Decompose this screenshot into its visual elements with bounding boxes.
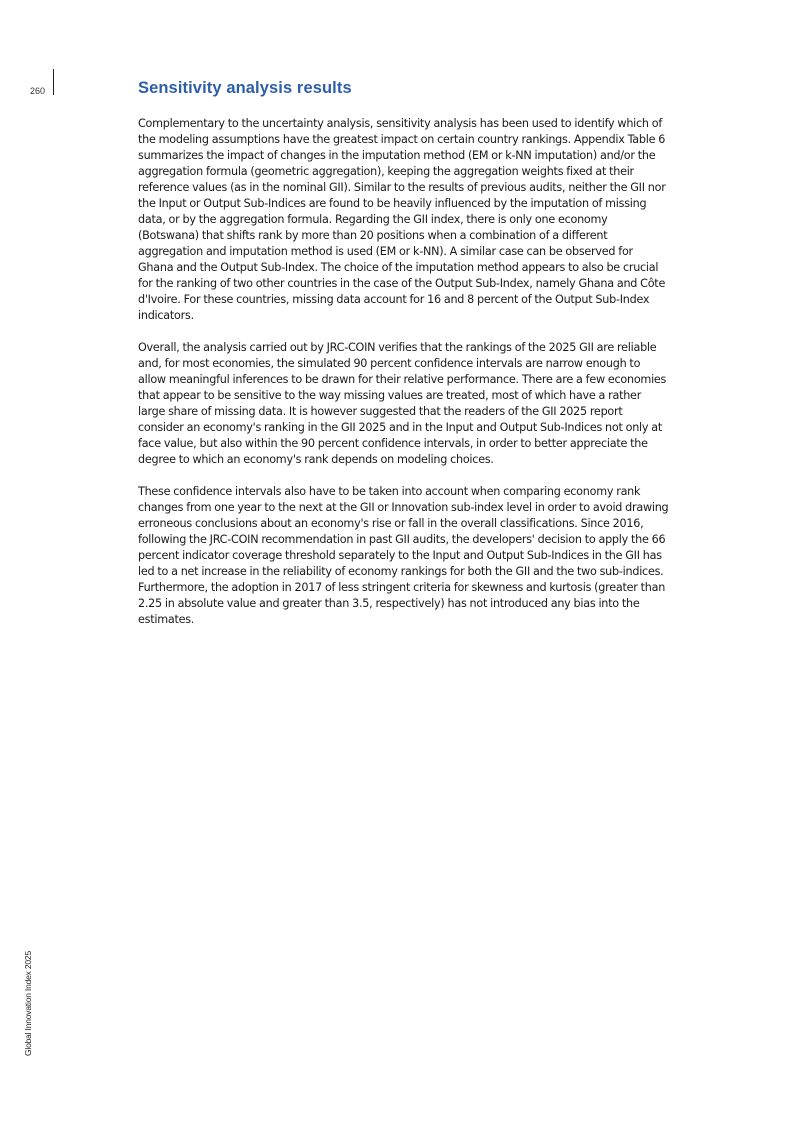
margin-rule-divider (53, 69, 54, 95)
body-paragraph-2: Overall, the analysis carried out by JRC-COIN verifies that the rankings of the 2025 GII are reliable and, for most economies, the simulated 90 percent confidence intervals are narrow enough to allow meaningful inferences to be drawn for their relative performance. There are a few economies that appear to be sensitive to the way missing values are treated, most of which have a rather large share of missing data. It is however suggested that the readers of the GII 2025 report consider an economy's ranking in the GII 2025 and in the Input and Output Sub-Indices not only at face value, but also within the 90 percent confidence intervals, in order to better appreciate the degree to which an economy's rank depends on modeling choices. (138, 341, 667, 466)
section-body (138, 116, 670, 644)
body-paragraph-1: Complementary to the uncertainty analysis, sensitivity analysis has been used to identify which of the modeling assumptions have the greatest impact on certain country rankings. Appendix Table 6 summarizes the impact of changes in the imputation method (EM or k-NN imputation) and/or the aggregation formula (geometric aggregation), keeping the aggregation weights fixed at their reference values (as in the nominal GII). Similar to the results of previous audits, neither the GII nor the Input or Output Sub-Indices are found to be heavily influenced by the imputation of missing data, or by the aggregation formula. Regarding the GII index, there is only one economy (Botswana) that shifts rank by more than 20 positions when a combination of a different aggregation and imputation method is used (EM or k-NN). A similar case can be observed for Ghana and the Output Sub-Index. The choice of the imputation method appears to also be crucial for the ranking of two other countries in the case of the Output Sub-Index, namely Ghana and Côte d'Ivoire. For these countries, missing data account for 16 and 8 percent of the Output Sub-Index indicators. (138, 117, 666, 322)
section-title: Sensitivity analysis results (138, 79, 352, 97)
running-footer-label: Global Innovation Index 2025 (23, 951, 33, 1056)
page-number: 260 (30, 86, 46, 96)
body-paragraph-3: These confidence intervals also have to be taken into account when comparing economy rank changes from one year to the next at the GII or Innovation sub-index level in order to avoid drawing erroneous conclusions about an economy's rise or fall in the overall classifications. Since 2016, following the JRC-COIN recommendation in past GII audits, the developers' decision to apply the 66 percent indicator coverage threshold separately to the Input and Output Sub-Indices in the GII has led to a net increase in the reliability of economy rankings for both the GII and the two sub-indices. Furthermore, the adoption in 2017 of less stringent criteria for skewness and kurtosis (greater than 2.25 in absolute value and greater than 3.5, respectively) has not introduced any bias into the estimates. (138, 485, 669, 626)
